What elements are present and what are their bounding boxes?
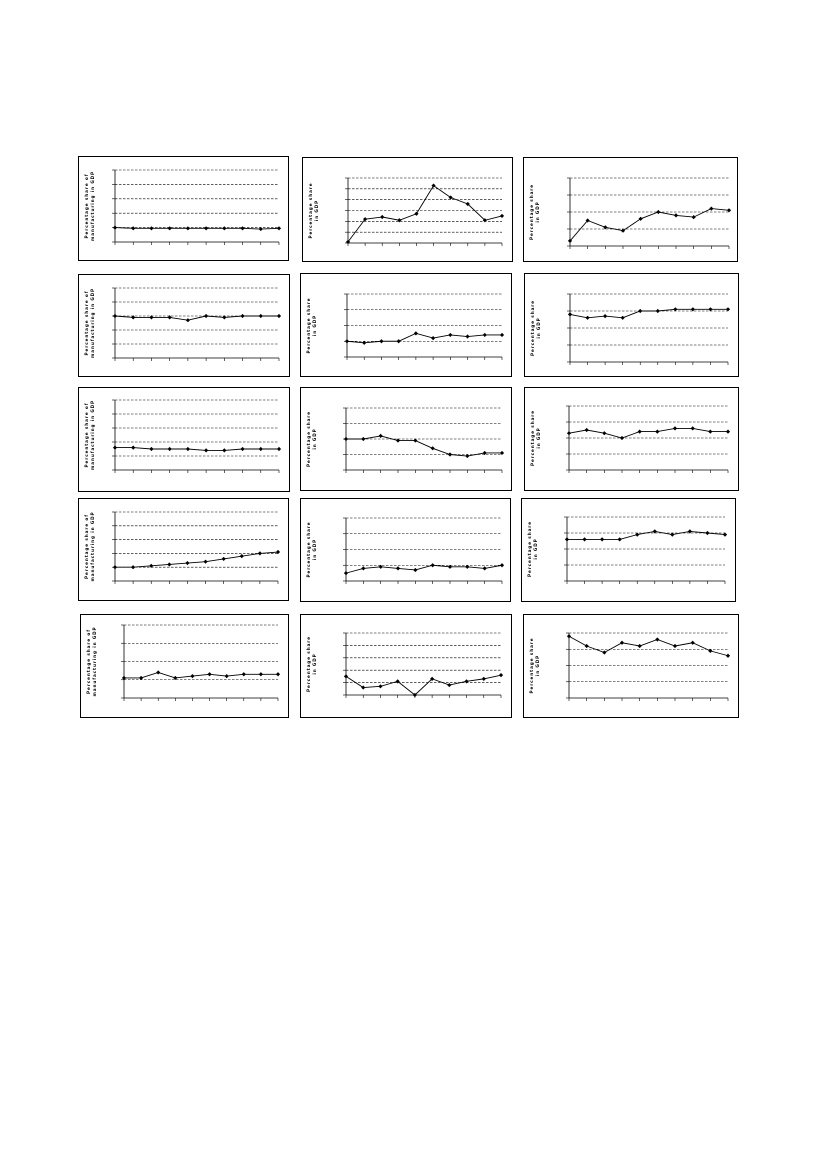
data-point bbox=[113, 314, 117, 318]
data-point bbox=[222, 315, 226, 319]
data-point bbox=[240, 226, 244, 230]
data-point bbox=[656, 309, 660, 313]
y-axis-label: Percentage share of bbox=[84, 173, 89, 239]
chart-panel-10 bbox=[300, 498, 511, 602]
data-point bbox=[344, 437, 348, 441]
data-point bbox=[691, 426, 695, 430]
chart-panel-14 bbox=[523, 614, 739, 718]
chart-svg bbox=[525, 274, 738, 376]
data-point bbox=[344, 571, 348, 575]
data-point bbox=[131, 226, 135, 230]
data-point bbox=[585, 428, 589, 432]
data-point bbox=[621, 316, 625, 320]
data-point bbox=[379, 434, 383, 438]
chart-panel-3 bbox=[78, 274, 290, 377]
data-point bbox=[186, 318, 190, 322]
y-axis-label: Percentage share bbox=[527, 520, 532, 578]
chart-svg bbox=[301, 274, 511, 376]
series-line bbox=[124, 672, 278, 677]
data-point bbox=[207, 672, 211, 676]
data-point bbox=[500, 563, 504, 567]
data-point bbox=[113, 565, 117, 569]
data-point bbox=[638, 430, 642, 434]
data-point bbox=[378, 684, 382, 688]
y-axis-label: Percentage share of bbox=[84, 514, 89, 579]
data-point bbox=[131, 565, 135, 569]
data-point bbox=[655, 637, 659, 641]
chart-panel-0 bbox=[78, 156, 289, 261]
data-point bbox=[168, 447, 172, 451]
y-axis-label: Percentage share of bbox=[84, 290, 89, 356]
data-point bbox=[603, 314, 607, 318]
data-point bbox=[638, 644, 642, 648]
y-axis-label: Percentage share of bbox=[84, 402, 89, 468]
chart-svg bbox=[524, 615, 738, 717]
y-axis-label: in GDP bbox=[314, 199, 319, 222]
chart-svg bbox=[79, 499, 288, 600]
chart-svg bbox=[79, 157, 288, 260]
series-line bbox=[348, 186, 502, 242]
data-point bbox=[168, 226, 172, 230]
data-point bbox=[465, 454, 469, 458]
data-point bbox=[203, 560, 207, 564]
series-line bbox=[115, 552, 278, 567]
data-point bbox=[692, 215, 696, 219]
data-point bbox=[113, 226, 117, 230]
data-point bbox=[204, 448, 208, 452]
data-point bbox=[259, 672, 263, 676]
series-line bbox=[569, 428, 728, 438]
y-axis-label: Percentage share bbox=[308, 182, 313, 239]
chart-panel-12 bbox=[80, 614, 289, 718]
data-point bbox=[362, 341, 366, 345]
data-point bbox=[500, 333, 504, 337]
y-axis-label: Percentage share bbox=[306, 297, 311, 354]
data-point bbox=[602, 650, 606, 654]
data-point bbox=[190, 674, 194, 678]
data-point bbox=[276, 672, 280, 676]
data-point bbox=[361, 566, 365, 570]
y-axis-label: manufacturing in GDP bbox=[92, 626, 97, 697]
y-axis-label: manufacturing in GDP bbox=[90, 511, 95, 582]
data-point bbox=[185, 561, 189, 565]
data-point bbox=[240, 314, 244, 318]
y-axis-label: in GDP bbox=[312, 653, 317, 675]
data-point bbox=[673, 426, 677, 430]
chart-svg bbox=[81, 615, 288, 717]
chart-panel-11 bbox=[521, 498, 736, 602]
y-axis-label: in GDP bbox=[312, 428, 317, 450]
chart-panel-13 bbox=[300, 614, 512, 718]
data-point bbox=[483, 333, 487, 337]
data-point bbox=[413, 438, 417, 442]
data-point bbox=[726, 430, 730, 434]
data-point bbox=[431, 446, 435, 450]
chart-panel-1 bbox=[302, 157, 513, 262]
series-line bbox=[115, 448, 279, 451]
chart-panel-7 bbox=[300, 387, 512, 491]
data-point bbox=[691, 641, 695, 645]
data-point bbox=[131, 446, 135, 450]
data-point bbox=[380, 215, 384, 219]
data-point bbox=[277, 226, 281, 230]
data-point bbox=[618, 537, 622, 541]
chart-svg bbox=[303, 158, 512, 261]
y-axis-label: Percentage share bbox=[529, 637, 534, 694]
data-point bbox=[670, 533, 674, 537]
chart-svg bbox=[301, 388, 511, 490]
data-point bbox=[655, 430, 659, 434]
data-point bbox=[414, 331, 418, 335]
data-point bbox=[149, 447, 153, 451]
data-point bbox=[167, 562, 171, 566]
y-axis-label: manufacturing in GDP bbox=[90, 287, 95, 359]
data-point bbox=[345, 339, 349, 343]
data-point bbox=[414, 212, 418, 216]
series-line bbox=[346, 675, 501, 695]
y-axis-label: in GDP bbox=[535, 201, 540, 223]
data-point bbox=[186, 447, 190, 451]
y-axis-label: in GDP bbox=[536, 317, 541, 339]
data-point bbox=[708, 430, 712, 434]
chart-panel-6 bbox=[78, 387, 290, 492]
data-point bbox=[585, 644, 589, 648]
series-line bbox=[570, 209, 729, 241]
data-point bbox=[582, 537, 586, 541]
data-point bbox=[156, 670, 160, 674]
data-point bbox=[139, 676, 143, 680]
data-point bbox=[397, 218, 401, 222]
series-line bbox=[567, 531, 725, 539]
data-point bbox=[600, 537, 604, 541]
data-point bbox=[483, 566, 487, 570]
y-axis-label: in GDP bbox=[533, 538, 538, 560]
y-axis-label: in GDP bbox=[536, 427, 541, 449]
y-axis-label: in GDP bbox=[535, 654, 540, 677]
data-point bbox=[448, 333, 452, 337]
chart-panel-5 bbox=[524, 273, 739, 377]
chart-svg bbox=[79, 275, 289, 376]
chart-panel-8 bbox=[524, 387, 739, 491]
series-line bbox=[570, 309, 728, 318]
data-point bbox=[620, 436, 624, 440]
data-point bbox=[204, 226, 208, 230]
data-point bbox=[225, 674, 229, 678]
data-point bbox=[396, 566, 400, 570]
y-axis-label: Percentage share bbox=[306, 635, 311, 693]
y-axis-label: manufacturing in GDP bbox=[90, 399, 95, 471]
y-axis-label: in GDP bbox=[312, 538, 317, 561]
data-point bbox=[565, 537, 569, 541]
data-point bbox=[705, 531, 709, 535]
data-point bbox=[122, 676, 126, 680]
data-point bbox=[242, 672, 246, 676]
data-point bbox=[240, 447, 244, 451]
data-point bbox=[620, 641, 624, 645]
chart-svg bbox=[301, 615, 511, 717]
series-line bbox=[346, 565, 502, 573]
data-point bbox=[204, 314, 208, 318]
data-point bbox=[186, 226, 190, 230]
data-point bbox=[465, 565, 469, 569]
data-point bbox=[149, 226, 153, 230]
y-axis-label: Percentage share bbox=[306, 410, 311, 468]
chart-panel-9 bbox=[78, 498, 289, 601]
data-point bbox=[379, 339, 383, 343]
data-point bbox=[638, 309, 642, 313]
data-point bbox=[277, 314, 281, 318]
data-point bbox=[258, 551, 262, 555]
chart-svg bbox=[522, 499, 735, 601]
data-point bbox=[500, 451, 504, 455]
data-point bbox=[413, 568, 417, 572]
data-point bbox=[222, 557, 226, 561]
data-point bbox=[585, 316, 589, 320]
data-point bbox=[277, 447, 281, 451]
data-point bbox=[673, 644, 677, 648]
data-point bbox=[113, 446, 117, 450]
data-point bbox=[656, 210, 660, 214]
data-point bbox=[568, 312, 572, 316]
data-point bbox=[259, 314, 263, 318]
chart-svg bbox=[525, 388, 738, 490]
y-axis-label: manufacturing in GDP bbox=[90, 170, 95, 242]
data-point bbox=[448, 452, 452, 456]
data-point bbox=[602, 431, 606, 435]
y-axis-label: Percentage share bbox=[306, 521, 311, 578]
chart-svg bbox=[301, 499, 510, 601]
data-point bbox=[674, 213, 678, 217]
data-point bbox=[397, 339, 401, 343]
data-point bbox=[431, 336, 435, 340]
data-point bbox=[465, 334, 469, 338]
data-point bbox=[222, 226, 226, 230]
data-point bbox=[708, 649, 712, 653]
data-point bbox=[567, 431, 571, 435]
y-axis-label: Percentage share bbox=[530, 409, 535, 467]
data-point bbox=[726, 654, 730, 658]
data-point bbox=[482, 677, 486, 681]
data-point bbox=[431, 563, 435, 567]
data-point bbox=[361, 437, 365, 441]
y-axis-label: Percentage share bbox=[530, 299, 535, 357]
data-point bbox=[673, 307, 677, 311]
chart-panel-2 bbox=[523, 157, 738, 262]
data-point bbox=[222, 448, 226, 452]
data-point bbox=[499, 673, 503, 677]
data-point bbox=[240, 554, 244, 558]
data-point bbox=[173, 676, 177, 680]
y-axis-label: Percentage share of bbox=[86, 629, 91, 694]
chart-svg bbox=[79, 388, 289, 491]
series-line bbox=[115, 316, 279, 320]
series-line bbox=[569, 636, 728, 656]
data-point bbox=[259, 447, 263, 451]
data-point bbox=[447, 683, 451, 687]
y-axis-label: in GDP bbox=[312, 314, 317, 337]
data-point bbox=[500, 214, 504, 218]
data-point bbox=[709, 207, 713, 211]
chart-panel-4 bbox=[300, 273, 512, 377]
y-axis-label: Percentage share bbox=[529, 183, 534, 241]
chart-svg bbox=[524, 158, 737, 261]
data-point bbox=[567, 634, 571, 638]
